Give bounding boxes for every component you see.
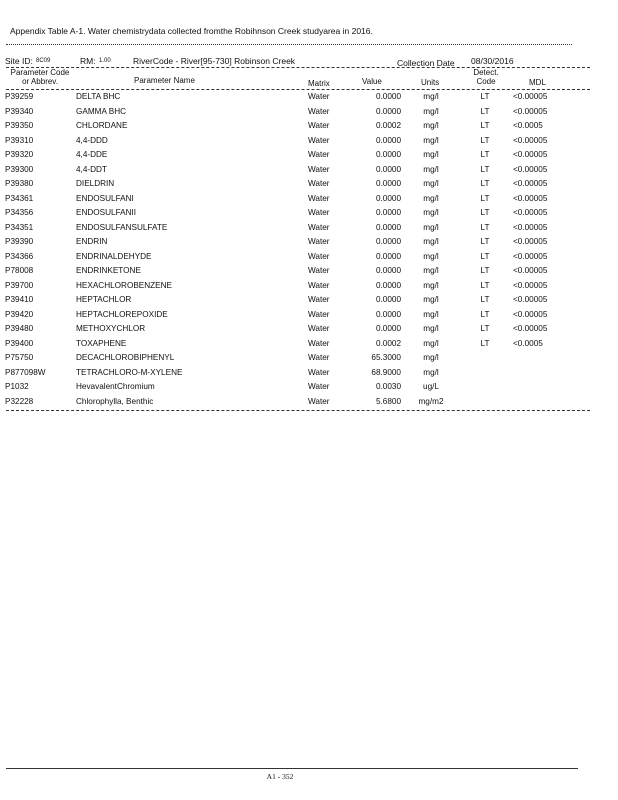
row-parameter-name: CHLORDANE bbox=[76, 121, 128, 130]
row-matrix: Water bbox=[308, 396, 330, 406]
row-matrix: Water bbox=[308, 164, 330, 174]
row-mdl: <0.00005 bbox=[513, 280, 548, 290]
row-value: 0.0002 bbox=[375, 121, 401, 130]
row-detect-code: LT bbox=[480, 222, 490, 232]
collection-date-value: 08/30/2016 bbox=[471, 56, 514, 66]
row-units: mg/l bbox=[423, 280, 439, 290]
row-mdl: <0.00005 bbox=[513, 135, 548, 145]
row-mdl: <0.00005 bbox=[513, 92, 548, 101]
row-units: mg/l bbox=[423, 164, 439, 174]
table-row bbox=[0, 194, 618, 206]
table-row bbox=[0, 179, 618, 191]
header-matrix: Matrix bbox=[308, 79, 330, 88]
row-units: mg/l bbox=[423, 193, 439, 203]
row-value: 0.0000 bbox=[375, 309, 401, 319]
row-detect-code: LT bbox=[480, 324, 490, 333]
row-matrix: Water bbox=[308, 179, 330, 188]
table-row bbox=[0, 353, 618, 365]
row-mdl: <0.00005 bbox=[513, 179, 548, 188]
table-row bbox=[0, 150, 618, 162]
footer-divider bbox=[6, 768, 578, 769]
row-detect-code: LT bbox=[480, 135, 490, 145]
collection-date-label: Collection Date bbox=[397, 58, 455, 68]
table-row bbox=[0, 281, 618, 293]
row-detect-code: LT bbox=[480, 251, 490, 261]
row-mdl: <0.00005 bbox=[513, 106, 548, 116]
row-value: 0.0000 bbox=[375, 106, 401, 116]
table-row bbox=[0, 237, 618, 249]
header-bottom-divider bbox=[6, 89, 590, 90]
row-code: P39259 bbox=[5, 92, 34, 101]
row-code: P39350 bbox=[5, 121, 34, 130]
table-row bbox=[0, 252, 618, 264]
row-mdl: <0.00005 bbox=[513, 251, 548, 261]
row-units: mg/l bbox=[423, 237, 439, 246]
header-mdl: MDL bbox=[529, 78, 546, 87]
row-parameter-name: TETRACHLORO-M-XYLENE bbox=[76, 367, 183, 377]
row-units: mg/l bbox=[423, 222, 439, 232]
row-value: 0.0000 bbox=[375, 324, 401, 333]
row-mdl: <0.0005 bbox=[513, 121, 543, 130]
row-matrix: Water bbox=[308, 280, 330, 290]
row-matrix: Water bbox=[308, 193, 330, 203]
row-units: mg/l bbox=[423, 353, 439, 362]
row-detect-code: LT bbox=[480, 295, 490, 304]
table-row bbox=[0, 295, 618, 307]
row-units: mg/l bbox=[423, 251, 439, 261]
row-matrix: Water bbox=[308, 121, 330, 130]
table-bottom-divider bbox=[6, 410, 590, 411]
row-units: mg/l bbox=[423, 338, 439, 348]
row-mdl: <0.00005 bbox=[513, 237, 548, 246]
row-detect-code: LT bbox=[480, 266, 490, 275]
row-detect-code: LT bbox=[480, 92, 490, 101]
row-value: 0.0000 bbox=[375, 179, 401, 188]
row-units: mg/l bbox=[423, 150, 439, 159]
table-row bbox=[0, 136, 618, 148]
row-mdl: <0.00005 bbox=[513, 193, 548, 203]
row-parameter-name: GAMMA BHC bbox=[76, 106, 127, 116]
row-value: 0.0000 bbox=[375, 222, 401, 232]
row-detect-code: LT bbox=[480, 179, 490, 188]
row-matrix: Water bbox=[308, 150, 330, 159]
row-value: 0.0000 bbox=[375, 280, 401, 290]
rm-label: RM: bbox=[80, 56, 96, 66]
header-code-line2: or Abbrev. bbox=[22, 77, 58, 86]
header-detect-code bbox=[468, 68, 504, 86]
row-matrix: Water bbox=[308, 353, 330, 362]
row-units: mg/m2 bbox=[418, 396, 444, 406]
header-detect-line1: Detect. bbox=[473, 68, 499, 77]
row-code: P39410 bbox=[5, 295, 34, 304]
row-value: 0.0000 bbox=[375, 135, 401, 145]
row-code: P34361 bbox=[5, 193, 34, 203]
row-mdl: <0.00005 bbox=[513, 324, 548, 333]
row-parameter-name: HEPTACHLOREPOXIDE bbox=[76, 309, 168, 319]
row-units: mg/l bbox=[423, 367, 439, 377]
table-row bbox=[0, 165, 618, 177]
table-row bbox=[0, 121, 618, 133]
row-value: 0.0000 bbox=[375, 266, 401, 275]
row-units: mg/l bbox=[423, 135, 439, 145]
row-mdl: <0.00005 bbox=[513, 164, 548, 174]
row-parameter-name: HEXACHLOROBENZENE bbox=[76, 280, 172, 290]
header-name: Parameter Name bbox=[134, 76, 195, 85]
row-mdl: <0.0005 bbox=[513, 338, 543, 348]
row-value: 0.0000 bbox=[375, 164, 401, 174]
row-matrix: Water bbox=[308, 237, 330, 246]
row-value: 68.9000 bbox=[371, 367, 401, 377]
row-matrix: Water bbox=[308, 222, 330, 232]
header-value: Value bbox=[362, 77, 382, 86]
row-matrix: Water bbox=[308, 338, 330, 348]
row-value: 0.0000 bbox=[375, 251, 401, 261]
row-parameter-name: 4,4-DDD bbox=[76, 135, 108, 145]
title-divider bbox=[6, 44, 572, 45]
row-parameter-name: ENDRIN bbox=[76, 237, 108, 246]
row-parameter-name: DIELDRIN bbox=[76, 179, 115, 188]
row-parameter-name: DELTA BHC bbox=[76, 92, 121, 101]
table-row bbox=[0, 107, 618, 119]
row-mdl: <0.00005 bbox=[513, 309, 548, 319]
site-id-label: Site ID: bbox=[5, 56, 33, 66]
row-detect-code: LT bbox=[480, 237, 490, 246]
row-code: P39420 bbox=[5, 309, 34, 319]
site-id-value: 8C09 bbox=[36, 58, 51, 64]
row-units: ug/L bbox=[423, 382, 439, 391]
row-mdl: <0.00005 bbox=[513, 295, 548, 304]
row-code: P34366 bbox=[5, 251, 34, 261]
row-matrix: Water bbox=[308, 266, 330, 275]
row-parameter-name: ENDOSULFANSULFATE bbox=[76, 222, 168, 232]
table-row bbox=[0, 324, 618, 336]
row-code: P1032 bbox=[5, 382, 29, 391]
header-code-line1: Parameter Code bbox=[10, 68, 70, 77]
row-code: P39320 bbox=[5, 150, 34, 159]
row-parameter-name: METHOXYCHLOR bbox=[76, 324, 146, 333]
row-matrix: Water bbox=[308, 135, 330, 145]
row-code: P78008 bbox=[5, 266, 34, 275]
table-row bbox=[0, 310, 618, 322]
row-value: 5.6800 bbox=[375, 396, 401, 406]
row-value: 0.0000 bbox=[375, 295, 401, 304]
row-code: P877098W bbox=[5, 367, 46, 377]
row-units: mg/l bbox=[423, 92, 439, 101]
table-row bbox=[0, 92, 618, 104]
row-units: mg/l bbox=[423, 179, 439, 188]
row-matrix: Water bbox=[308, 295, 330, 304]
row-parameter-name: HevavalentChromium bbox=[76, 382, 155, 391]
row-code: P39340 bbox=[5, 106, 34, 116]
row-code: P39390 bbox=[5, 237, 34, 246]
row-value: 65.3000 bbox=[371, 353, 401, 362]
row-value: 0.0000 bbox=[375, 208, 401, 217]
row-mdl: <0.00005 bbox=[513, 150, 548, 159]
row-matrix: Water bbox=[308, 208, 330, 217]
row-code: P39400 bbox=[5, 338, 34, 348]
header-detect-line2: Code bbox=[476, 77, 496, 86]
row-code: P39380 bbox=[5, 179, 34, 188]
row-detect-code: LT bbox=[480, 193, 490, 203]
row-detect-code: LT bbox=[480, 106, 490, 116]
row-mdl: <0.00005 bbox=[513, 266, 548, 275]
row-parameter-name: TOXAPHENE bbox=[76, 338, 127, 348]
row-detect-code: LT bbox=[480, 208, 490, 217]
row-detect-code: LT bbox=[480, 164, 490, 174]
table-row bbox=[0, 382, 618, 394]
row-code: P34356 bbox=[5, 208, 34, 217]
table-row bbox=[0, 223, 618, 235]
row-matrix: Water bbox=[308, 367, 330, 377]
row-value: 0.0030 bbox=[375, 382, 401, 391]
row-mdl: <0.00005 bbox=[513, 208, 548, 217]
row-detect-code: LT bbox=[480, 309, 490, 319]
table-row bbox=[0, 266, 618, 278]
row-code: P34351 bbox=[5, 222, 34, 232]
row-mdl: <0.00005 bbox=[513, 222, 548, 232]
row-matrix: Water bbox=[308, 92, 330, 101]
row-units: mg/l bbox=[423, 121, 439, 130]
row-code: P39310 bbox=[5, 135, 34, 145]
row-units: mg/l bbox=[423, 309, 439, 319]
table-row bbox=[0, 397, 618, 409]
row-units: mg/l bbox=[423, 295, 439, 304]
row-matrix: Water bbox=[308, 106, 330, 116]
row-matrix: Water bbox=[308, 309, 330, 319]
row-matrix: Water bbox=[308, 324, 330, 333]
river-code: RiverCode - River[95-730] Robinson Creek bbox=[133, 56, 296, 66]
row-code: P39300 bbox=[5, 164, 34, 174]
header-code bbox=[4, 68, 76, 86]
rm-value: 1.00 bbox=[99, 58, 111, 64]
row-detect-code: LT bbox=[480, 338, 490, 348]
table-row bbox=[0, 208, 618, 220]
row-parameter-name: 4,4-DDT bbox=[76, 164, 107, 174]
row-code: P75750 bbox=[5, 353, 34, 362]
row-value: 0.0002 bbox=[375, 338, 401, 348]
row-value: 0.0000 bbox=[375, 150, 401, 159]
row-value: 0.0000 bbox=[375, 193, 401, 203]
row-units: mg/l bbox=[423, 266, 439, 275]
page-number: A1 - 352 bbox=[266, 772, 294, 781]
table-row bbox=[0, 339, 618, 351]
row-units: mg/l bbox=[423, 106, 439, 116]
row-parameter-name: ENDRINALDEHYDE bbox=[76, 251, 152, 261]
row-parameter-name: Chlorophylla, Benthic bbox=[76, 396, 154, 406]
row-parameter-name: 4,4-DDE bbox=[76, 150, 108, 159]
row-value: 0.0000 bbox=[375, 237, 401, 246]
row-detect-code: LT bbox=[480, 150, 490, 159]
row-units: mg/l bbox=[423, 324, 439, 333]
row-units: mg/l bbox=[423, 208, 439, 217]
row-parameter-name: ENDOSULFANII bbox=[76, 208, 137, 217]
row-matrix: Water bbox=[308, 382, 330, 391]
row-parameter-name: DECACHLOROBIPHENYL bbox=[76, 353, 175, 362]
row-code: P39700 bbox=[5, 280, 34, 290]
row-code: P32228 bbox=[5, 396, 34, 406]
row-parameter-name: ENDRINKETONE bbox=[76, 266, 141, 275]
row-matrix: Water bbox=[308, 251, 330, 261]
row-parameter-name: ENDOSULFANI bbox=[76, 193, 134, 203]
row-value: 0.0000 bbox=[375, 92, 401, 101]
row-detect-code: LT bbox=[480, 121, 490, 130]
row-code: P39480 bbox=[5, 324, 34, 333]
header-units: Units bbox=[421, 78, 440, 87]
row-detect-code: LT bbox=[480, 280, 490, 290]
table-title: Appendix Table A-1. Water chemistrydata collected fromthe Robihnson Creek studyarea in 2016. bbox=[10, 26, 373, 36]
row-parameter-name: HEPTACHLOR bbox=[76, 295, 132, 304]
table-row bbox=[0, 368, 618, 380]
